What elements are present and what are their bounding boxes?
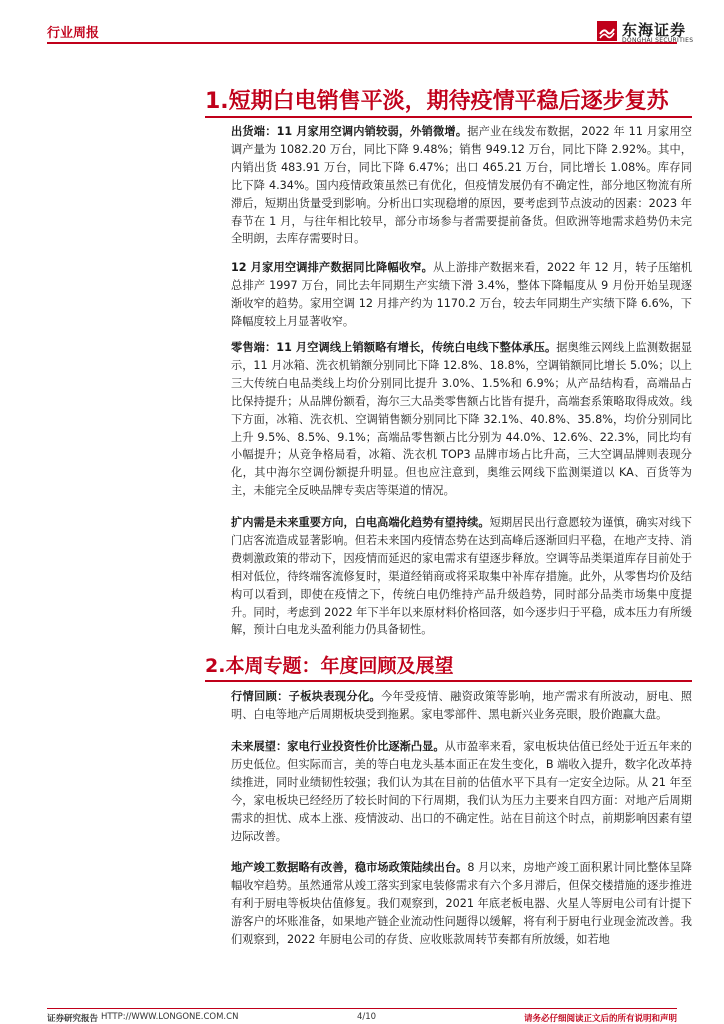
page-number: 4/10 bbox=[357, 1012, 377, 1022]
paragraph-market-review bbox=[231, 688, 692, 724]
paragraph-body: 短期居民出行意愿较为谨慎，确实对线下门店客流造成显著影响。但若未来国内疫情态势在达到高峰后逐渐回归平稳，在地产支持、消费刺激政策的带动下，因疫情而延迟的家电需求有望逐步释放。空调等品类渠道库存目前处于相对低位，待终端客流修复时，渠道经销商或将采取集中补库存措施。此外，从零售均价及结构可以看到，即使在疫情之下，传统白电仍维持产品升级趋势，同时部分品类市场集中度提升。同时，考虑到 2022 年下半年以来原材料价格回落，如今逐步归于平稳，成本压力有所缓解，预计白电龙头盈利能力仍具备韧性。 bbox=[231, 516, 692, 637]
footer-disclaimer: 请务必仔细阅读正文后的所有说明和声明 bbox=[523, 1014, 677, 1024]
paragraph-body: 从市盈率来看，家电板块估值已经处于近五年来的历史低位。但实际而言，美的等白电龙头基本面正在发生变化，B 端收入提升，数字化改革持续推进，同时业绩韧性较强；我们认为其在目前的估值水平下具有一定安全边际。从 21 年至今，家电板块已经经历了较长时间的下行周期，我们认为压力主要来自四方面：对地产后周期需求的担忧、成本上涨、疫情波动、出口的不确定性。站在目前这个时点，前期影响因素有望边际改善。 bbox=[231, 740, 692, 843]
report-type-tag: 行业周报 bbox=[47, 26, 100, 41]
footer-report-label: 证券研究报告 bbox=[47, 1014, 99, 1024]
section-2-title: 2.本周专题：年度回顾及展望 bbox=[205, 655, 454, 677]
paragraph-lead: 12 月家用空调排产数据同比降幅收窄。 bbox=[231, 261, 434, 274]
paragraph-lead: 零售端：11 月空调线上销额略有增长，传统白电线下整体承压。 bbox=[231, 341, 557, 354]
paragraph-retail bbox=[231, 339, 692, 500]
paragraph-lead: 出货端：11 月家用空调内销较弱，外销微增。 bbox=[231, 125, 468, 138]
paragraph-body: 据产业在线发布数据，2022 年 11 月家用空调产量为 1082.20 万台，同比下降 9.48%；销售 949.12 万台，同比下降 2.92%。其中，内销出货 483.91 万台，同比下降 6.47%；出口 465.21 万台，同比增长 1.08%。库存同比下降 4.34%。国内疫情政策虽然已有优化，但疫情发展仍有不确定性，部分地区物流有所滞后，短期出货量受到影响。分析出口实现稳增的原因，要考虑到节点波动的因素：2023 年春节在 1 月，与往年相比较早，部分市场参与者需要提前备货。但欧洲等地需求趋势仍未完全明朗，去库存需要时日。 bbox=[231, 125, 692, 246]
paragraph-domestic-demand bbox=[231, 514, 692, 639]
company-logo bbox=[596, 18, 716, 48]
paragraph-body: 从上游排产数据来看，2022 年 12 月，转子压缩机总排产 1997 万台，同比去年同期生产实绩下滑 3.4%，整体下降幅度从 9 月份开始呈现逐渐收窄的趋势。家用空调 12 月排产约为 1170.2 万台，较去年同期生产实绩下降 6.6%，下降幅度较上月显著收窄。 bbox=[231, 261, 692, 328]
section-2-underline bbox=[205, 680, 692, 682]
header-divider bbox=[47, 42, 677, 44]
footer-website-link[interactable]: HTTP://WWW.LONGONE.COM.CN bbox=[101, 1012, 239, 1022]
donghai-logo-icon bbox=[596, 20, 618, 42]
paragraph-lead: 行情回顾：子板块表现分化。 bbox=[231, 690, 381, 703]
paragraph-lead: 地产竣工数据略有改善，稳市场政策陆续出台。 bbox=[231, 861, 468, 874]
footer-divider bbox=[47, 1008, 677, 1009]
section-1-title: 1.短期白电销售平淡，期待疫情平稳后逐步复苏 bbox=[205, 89, 669, 114]
paragraph-lead: 未来展望：家电行业投资性价比逐渐凸显。 bbox=[231, 740, 445, 753]
paragraph-body: 今年受疫情、融资政策等影响，地产需求有所波动，厨电、照明、白电等地产后周期板块受到拖累。家电零部件、黑电新兴业务亮眼，股价跑赢大盘。 bbox=[231, 690, 692, 721]
page-header bbox=[0, 0, 724, 50]
section-1-underline bbox=[205, 116, 692, 118]
paragraph-outlook bbox=[231, 738, 692, 845]
paragraph-lead: 扩内需是未来重要方向，白电高端化趋势有望持续。 bbox=[231, 516, 490, 529]
paragraph-production-schedule bbox=[231, 259, 692, 331]
paragraph-body: 8 月以来，房地产竣工面积累计同比整体呈降幅收窄趋势。虽然通常从竣工落实到家电装修需求有六个多月滞后，但保交楼措施的逐步推进有利于厨电等板块估值修复。我们观察到，2021 年底老板电器、火星人等厨电公司有计提下游客户的坏账准备，如果地产链企业流动性问题得以缓解，将有利于厨电行业现金流改善。我们观察到，2022 年厨电公司的存货、应收账款周转节奏都有所放缓，如若地 bbox=[231, 861, 692, 946]
logo-text-en: DONGHAI SECURITIES bbox=[622, 37, 694, 44]
logo-text-cn: 东海证券 bbox=[622, 21, 687, 39]
paragraph-shipments bbox=[231, 123, 692, 248]
paragraph-body: 据奥维云网线上监测数据显示，11 月冰箱、洗衣机销额分别同比下降 12.8%、18.8%，空调销额同比增长 5.0%；以上三大传统白电品类线上均价分别同比提升 3.0%、1.5%和 6.9%；从产品结构看，高端品占比保持提升；从品牌份额看，海尔三大品类零售额占比皆有提升，高端套系策略取得成效。线下方面，冰箱、洗衣机、空调销售额分别同比下降 32.1%、40.8%、35.8%，均价分别同比上升 9.5%、8.5%、9.1%；高端品零售额占比分别为 44.0%、12.6%、22.3%，同比均有小幅提升；从竞争格局看，冰箱、洗衣机 TOP3 品牌市场占比升高，三大空调品牌则表现分化，其中海尔空调份额提升明显。但也应注意到，奥维云网线下监测渠道以 KA、百货等为主，未能完全反映品牌专卖店等渠道的情况。 bbox=[231, 341, 692, 498]
paragraph-real-estate bbox=[231, 859, 692, 949]
